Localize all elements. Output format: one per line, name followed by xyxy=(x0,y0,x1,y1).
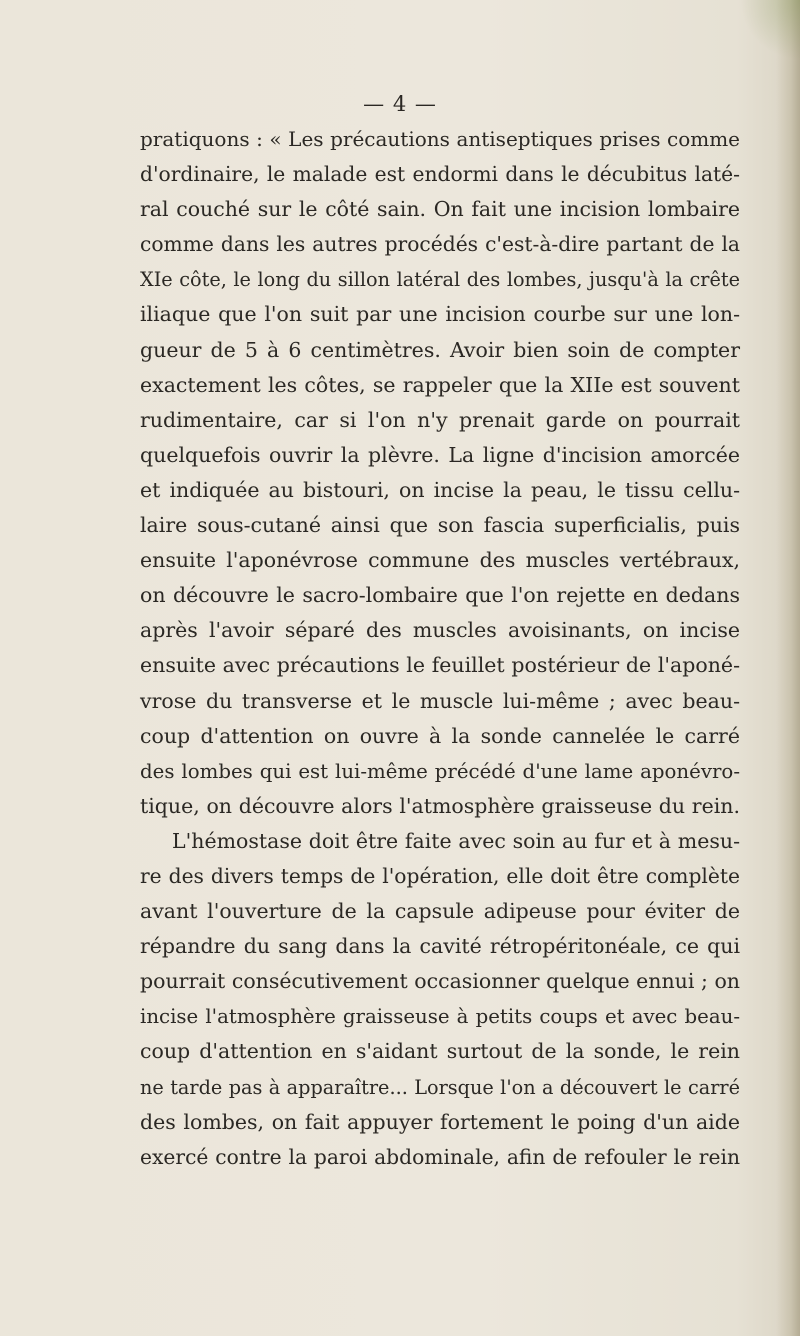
text-line: quelquefois ouvrir la plèvre. La ligne d'incision amorcée xyxy=(140,442,740,467)
text-line: des lombes qui est lui-même précédé d'une lame aponévro- xyxy=(140,759,740,783)
text-line: ral couché sur le côté sain. On fait une incision lombaire xyxy=(140,197,740,222)
text-line: iliaque que l'on suit par une incision courbe sur une lon- xyxy=(140,302,740,327)
text-line-paragraph-start: L'hémostase doit être faite avec soin au fur et à mesu- xyxy=(172,828,740,853)
text-line: vrose du transverse et le muscle lui-même ; avec beau- xyxy=(140,688,740,713)
text-line: après l'avoir séparé des muscles avoisinants, on incise xyxy=(140,618,740,643)
page-edge-shadow xyxy=(776,0,800,1336)
text-line: avant l'ouverture de la capsule adipeuse pour éviter de xyxy=(140,899,740,924)
text-line: XIe côte, le long du sillon latéral des lombes, jusqu'à la crête xyxy=(140,268,740,292)
text-line: coup d'attention en s'aidant surtout de la sonde, le rein xyxy=(140,1039,740,1064)
text-line: tique, on découvre alors l'atmosphère graisseuse du rein. xyxy=(140,793,740,818)
text-line: pratiquons : « Les précautions antiseptiques prises comme xyxy=(140,127,740,151)
text-line: d'ordinaire, le malade est endormi dans le décubitus laté- xyxy=(140,162,740,187)
text-line: re des divers temps de l'opération, elle doit être complète xyxy=(140,863,740,888)
text-line: ne tarde pas à apparaître... Lorsque l'on a découvert le carré xyxy=(140,1075,740,1099)
text-line: on découvre le sacro-lombaire que l'on rejette en dedans xyxy=(140,583,740,608)
text-line: exactement les côtes, se rappeler que la XIIe est souvent xyxy=(140,372,740,397)
text-line: répandre du sang dans la cavité rétropéritonéale, ce qui xyxy=(140,934,740,959)
text-line: pourrait consécutivement occasionner quelque ennui ; on xyxy=(140,969,740,994)
text-line: gueur de 5 à 6 centimètres. Avoir bien soin de compter xyxy=(140,337,740,362)
text-line: exercé contre la paroi abdominale, afin de refouler le rein xyxy=(140,1144,740,1169)
page-corner-stain xyxy=(740,0,800,60)
body-text xyxy=(140,122,740,1175)
text-line: coup d'attention on ouvre à la sonde cannelée le carré xyxy=(140,723,740,748)
text-line: ensuite avec précautions le feuillet postérieur de l'aponé- xyxy=(140,653,740,678)
text-line: comme dans les autres procédés c'est-à-dire partant de la xyxy=(140,232,740,257)
text-line: et indiquée au bistouri, on incise la peau, le tissu cellu- xyxy=(140,477,740,502)
text-line: des lombes, on fait appuyer fortement le poing d'un aide xyxy=(140,1109,740,1134)
page-number: — 4 — xyxy=(363,92,437,116)
text-line: laire sous-cutané ainsi que son fascia superficialis, puis xyxy=(140,513,740,538)
text-line: incise l'atmosphère graisseuse à petits coups et avec beau- xyxy=(140,1005,740,1029)
text-line: rudimentaire, car si l'on n'y prenait garde on pourrait xyxy=(140,407,740,432)
text-line: ensuite l'aponévrose commune des muscles vertébraux, xyxy=(140,548,740,573)
